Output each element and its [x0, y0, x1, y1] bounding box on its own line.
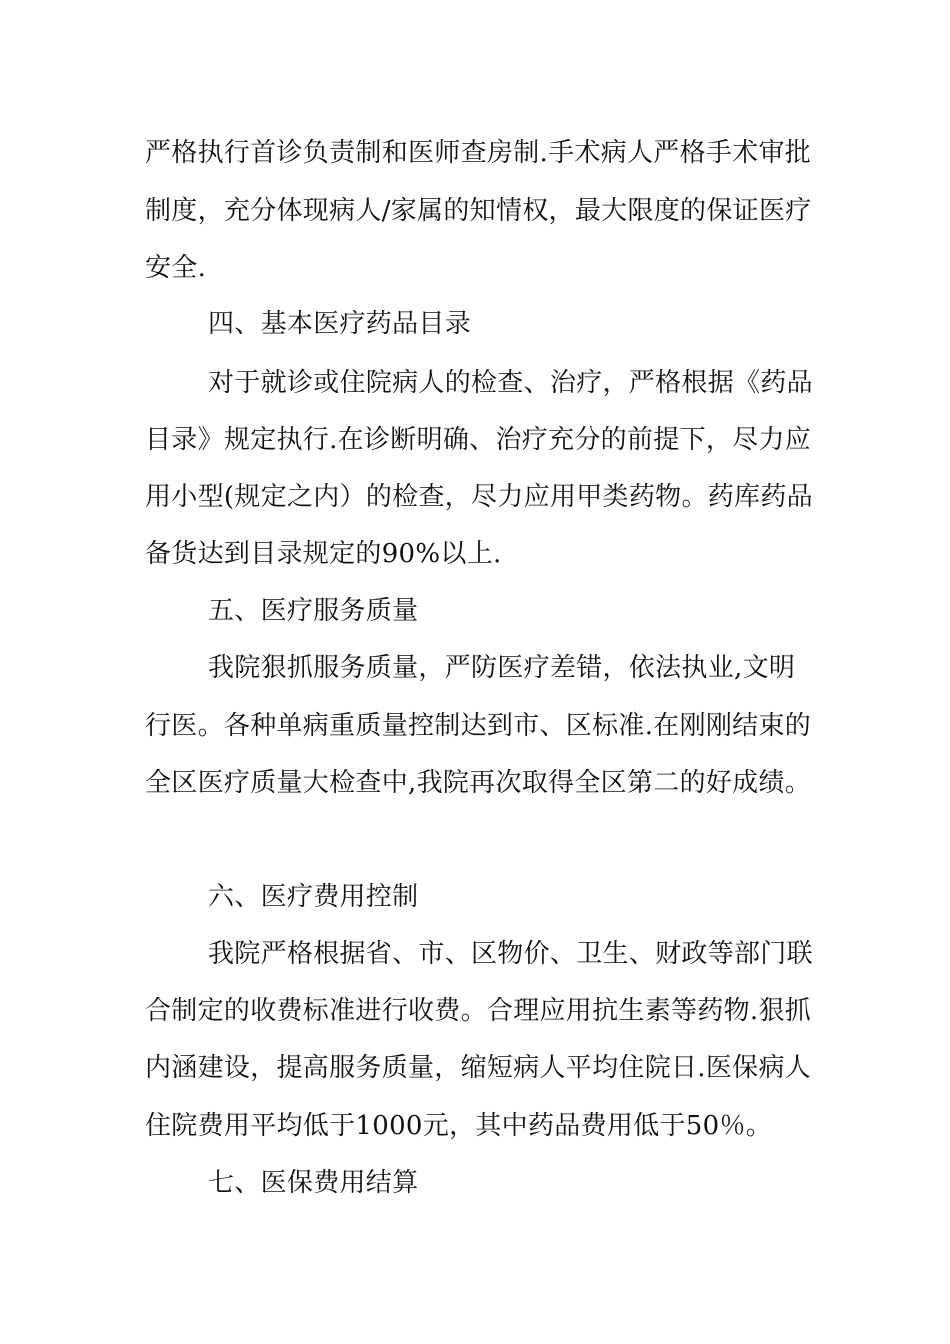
paragraph-line: 我院严格根据省、市、区物价、卫生、财政等部门联: [208, 939, 813, 969]
paragraph-line: 用小型(规定之内）的检查，尽力应用甲类药物。药库药品: [145, 482, 813, 512]
section-heading: 四、基本医疗药品目录: [208, 309, 472, 339]
paragraph-line: 严格执行首诊负责制和医师查房制.手术病人严格手术审批: [145, 138, 812, 168]
paragraph-line: 全区医疗质量大检查中,我院再次取得全区第二的好成绩。: [145, 768, 812, 798]
paragraph-line: 对于就诊或住院病人的检查、治疗，严格根据《药品: [208, 368, 813, 398]
paragraph-line: 合制定的收费标准进行收费。合理应用抗生素等药物.狠抓: [145, 996, 812, 1026]
paragraph-line: 备货达到目录规定的90%以上.: [145, 539, 502, 569]
paragraph-line: 安全.: [145, 253, 207, 283]
paragraph-line: 目录》规定执行.在诊断明确、治疗充分的前提下，尽力应: [145, 425, 812, 455]
paragraph-line: 我院狠抓服务质量，严防医疗差错，依法执业,文明: [208, 653, 796, 683]
paragraph-line: 行医。各种单病重质量控制达到市、区标准.在刚刚结束的: [145, 711, 812, 741]
paragraph-line: 内涵建设，提高服务质量，缩短病人平均住院日.医保病人: [145, 1053, 812, 1083]
paragraph-line: 制度，充分体现病人/家属的知情权，最大限度的保证医疗: [145, 196, 812, 226]
section-heading: 六、医疗费用控制: [208, 882, 419, 912]
section-heading: 七、医保费用结算: [208, 1168, 419, 1198]
paragraph-line: 住院费用平均低于1000元，其中药品费用低于50％。: [145, 1111, 773, 1141]
section-heading: 五、医疗服务质量: [208, 596, 419, 626]
